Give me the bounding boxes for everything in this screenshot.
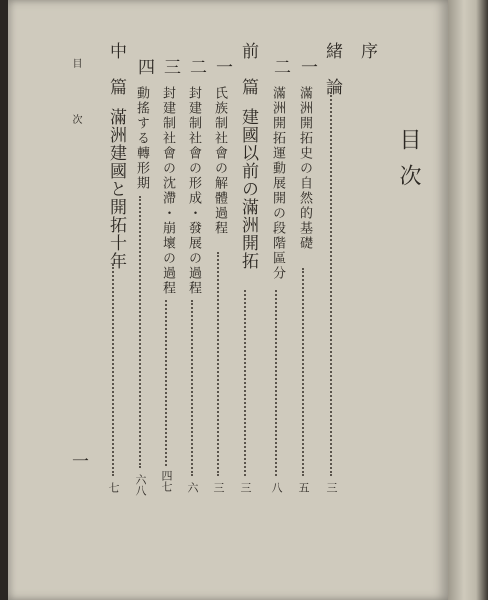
toc-page-number: 七 (107, 482, 120, 493)
toc-preface: 序 (357, 42, 377, 60)
leader-dots (165, 300, 167, 466)
leader-dots (112, 264, 114, 476)
leader-dots (244, 290, 246, 476)
leader-dots (217, 252, 219, 476)
leader-dots (139, 196, 141, 468)
toc-item-title: 滿洲開拓運動展開の段階區分 (270, 86, 285, 281)
book-page (8, 0, 448, 600)
toc-item-title: 封建制社會の沈滯・崩壞の過程 (160, 86, 175, 296)
running-head: 目 次 (70, 58, 81, 142)
toc-item-number: 一 (297, 58, 317, 76)
toc-part-label: 中 篇 (106, 42, 126, 96)
toc-item-title: 動搖する轉形期 (134, 86, 149, 191)
book-gutter (448, 0, 488, 600)
toc-item-title: 封建制社會の形成・發展の過程 (186, 86, 201, 296)
toc-item-number: 二 (186, 58, 206, 76)
toc-item-number: 三 (160, 58, 180, 76)
toc-page-number: 三 (239, 482, 252, 493)
toc-item-title: 氏族制社會の解體過程 (212, 86, 227, 236)
toc-item-title: 滿洲開拓史の自然的基礎 (297, 86, 312, 251)
toc-part-label: 前 篇 (238, 42, 258, 96)
toc-page-number: 四七 (160, 470, 173, 492)
toc-page-number: 八 (270, 482, 283, 493)
toc-item-number: 四 (134, 58, 154, 76)
toc-part-title: 建國以前の滿洲開拓 (238, 108, 258, 270)
toc-item-number: 二 (270, 58, 290, 76)
toc-page-number: 五 (297, 482, 310, 493)
leader-dots (330, 92, 332, 476)
toc-introduction: 緒 論 (322, 42, 342, 96)
leader-dots (191, 300, 193, 476)
toc-page-number: 三 (325, 482, 338, 493)
toc-item-number: 一 (212, 58, 232, 76)
toc-page-number: 六 (186, 482, 199, 493)
toc-part-title: 滿洲建國と開拓十年 (106, 108, 126, 270)
leader-dots (275, 290, 277, 476)
toc-page-number: 三 (212, 482, 225, 493)
toc-title: 目次 (396, 128, 421, 200)
page-folio: 一 (68, 452, 88, 470)
toc-page-number: 六八 (134, 474, 147, 496)
leader-dots (302, 268, 304, 476)
